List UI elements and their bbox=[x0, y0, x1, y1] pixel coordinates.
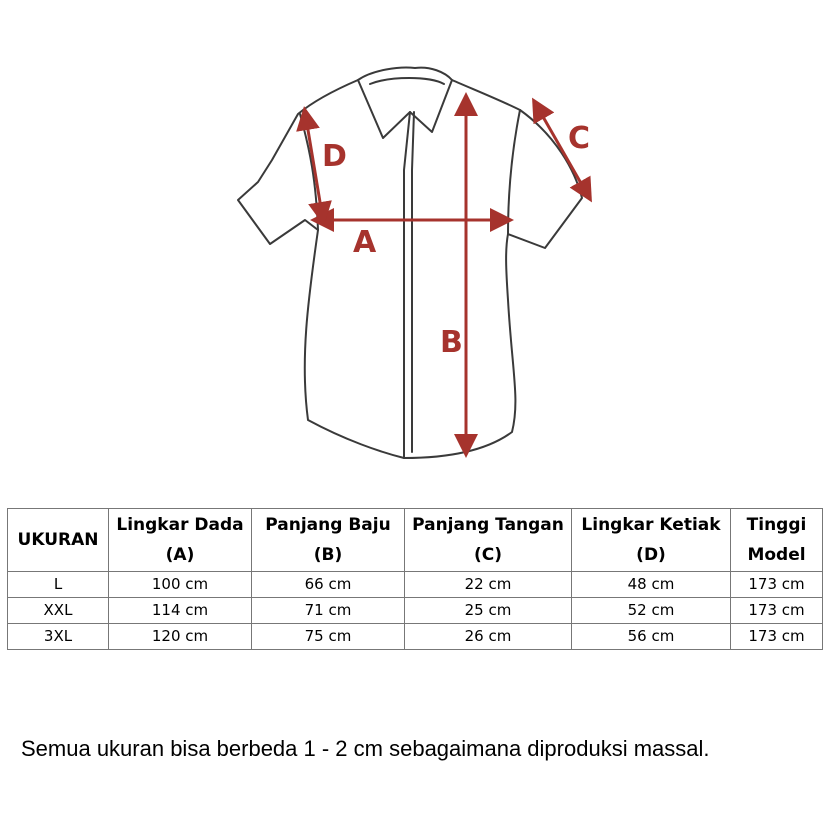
cell-armpit: 56 cm bbox=[572, 624, 731, 650]
header-armpit: Lingkar Ketiak (D) bbox=[572, 509, 731, 572]
table-row bbox=[8, 598, 823, 624]
right-sleeve-seam bbox=[508, 110, 520, 234]
header-sleeve: Panjang Tangan (C) bbox=[405, 509, 572, 572]
cell-armpit: 48 cm bbox=[572, 572, 731, 598]
table-row bbox=[8, 572, 823, 598]
placket bbox=[404, 112, 410, 458]
size-variance-note: Semua ukuran bisa berbeda 1 - 2 cm sebagaimana diproduksi massal. bbox=[21, 736, 710, 761]
label-d: D bbox=[322, 139, 347, 174]
cell-size: XXL bbox=[8, 598, 109, 624]
cell-model-height: 173 cm bbox=[731, 572, 823, 598]
cell-length: 66 cm bbox=[252, 572, 405, 598]
table-row bbox=[8, 624, 823, 650]
cell-chest: 114 cm bbox=[109, 598, 252, 624]
cell-model-height: 173 cm bbox=[731, 624, 823, 650]
cell-size: 3XL bbox=[8, 624, 109, 650]
cell-length: 75 cm bbox=[252, 624, 405, 650]
cell-chest: 100 cm bbox=[109, 572, 252, 598]
cell-sleeve: 25 cm bbox=[405, 598, 572, 624]
cell-length: 71 cm bbox=[252, 598, 405, 624]
cell-sleeve: 22 cm bbox=[405, 572, 572, 598]
collar-band bbox=[370, 78, 444, 84]
table-header-row bbox=[8, 509, 823, 572]
label-b: B bbox=[440, 325, 463, 360]
cell-size: L bbox=[8, 572, 109, 598]
cell-model-height: 173 cm bbox=[731, 598, 823, 624]
placket-inner bbox=[412, 112, 414, 452]
header-size: UKURAN bbox=[8, 509, 109, 572]
cell-sleeve: 26 cm bbox=[405, 624, 572, 650]
cell-chest: 120 cm bbox=[109, 624, 252, 650]
shirt-body-outline bbox=[238, 80, 582, 458]
header-model-height: Tinggi Model bbox=[731, 509, 823, 572]
header-chest: Lingkar Dada (A) bbox=[109, 509, 252, 572]
header-length: Panjang Baju (B) bbox=[252, 509, 405, 572]
label-a: A bbox=[353, 225, 377, 260]
label-c: C bbox=[568, 121, 591, 156]
size-chart-table bbox=[7, 508, 823, 650]
cell-armpit: 52 cm bbox=[572, 598, 731, 624]
arrow-d bbox=[306, 118, 322, 214]
